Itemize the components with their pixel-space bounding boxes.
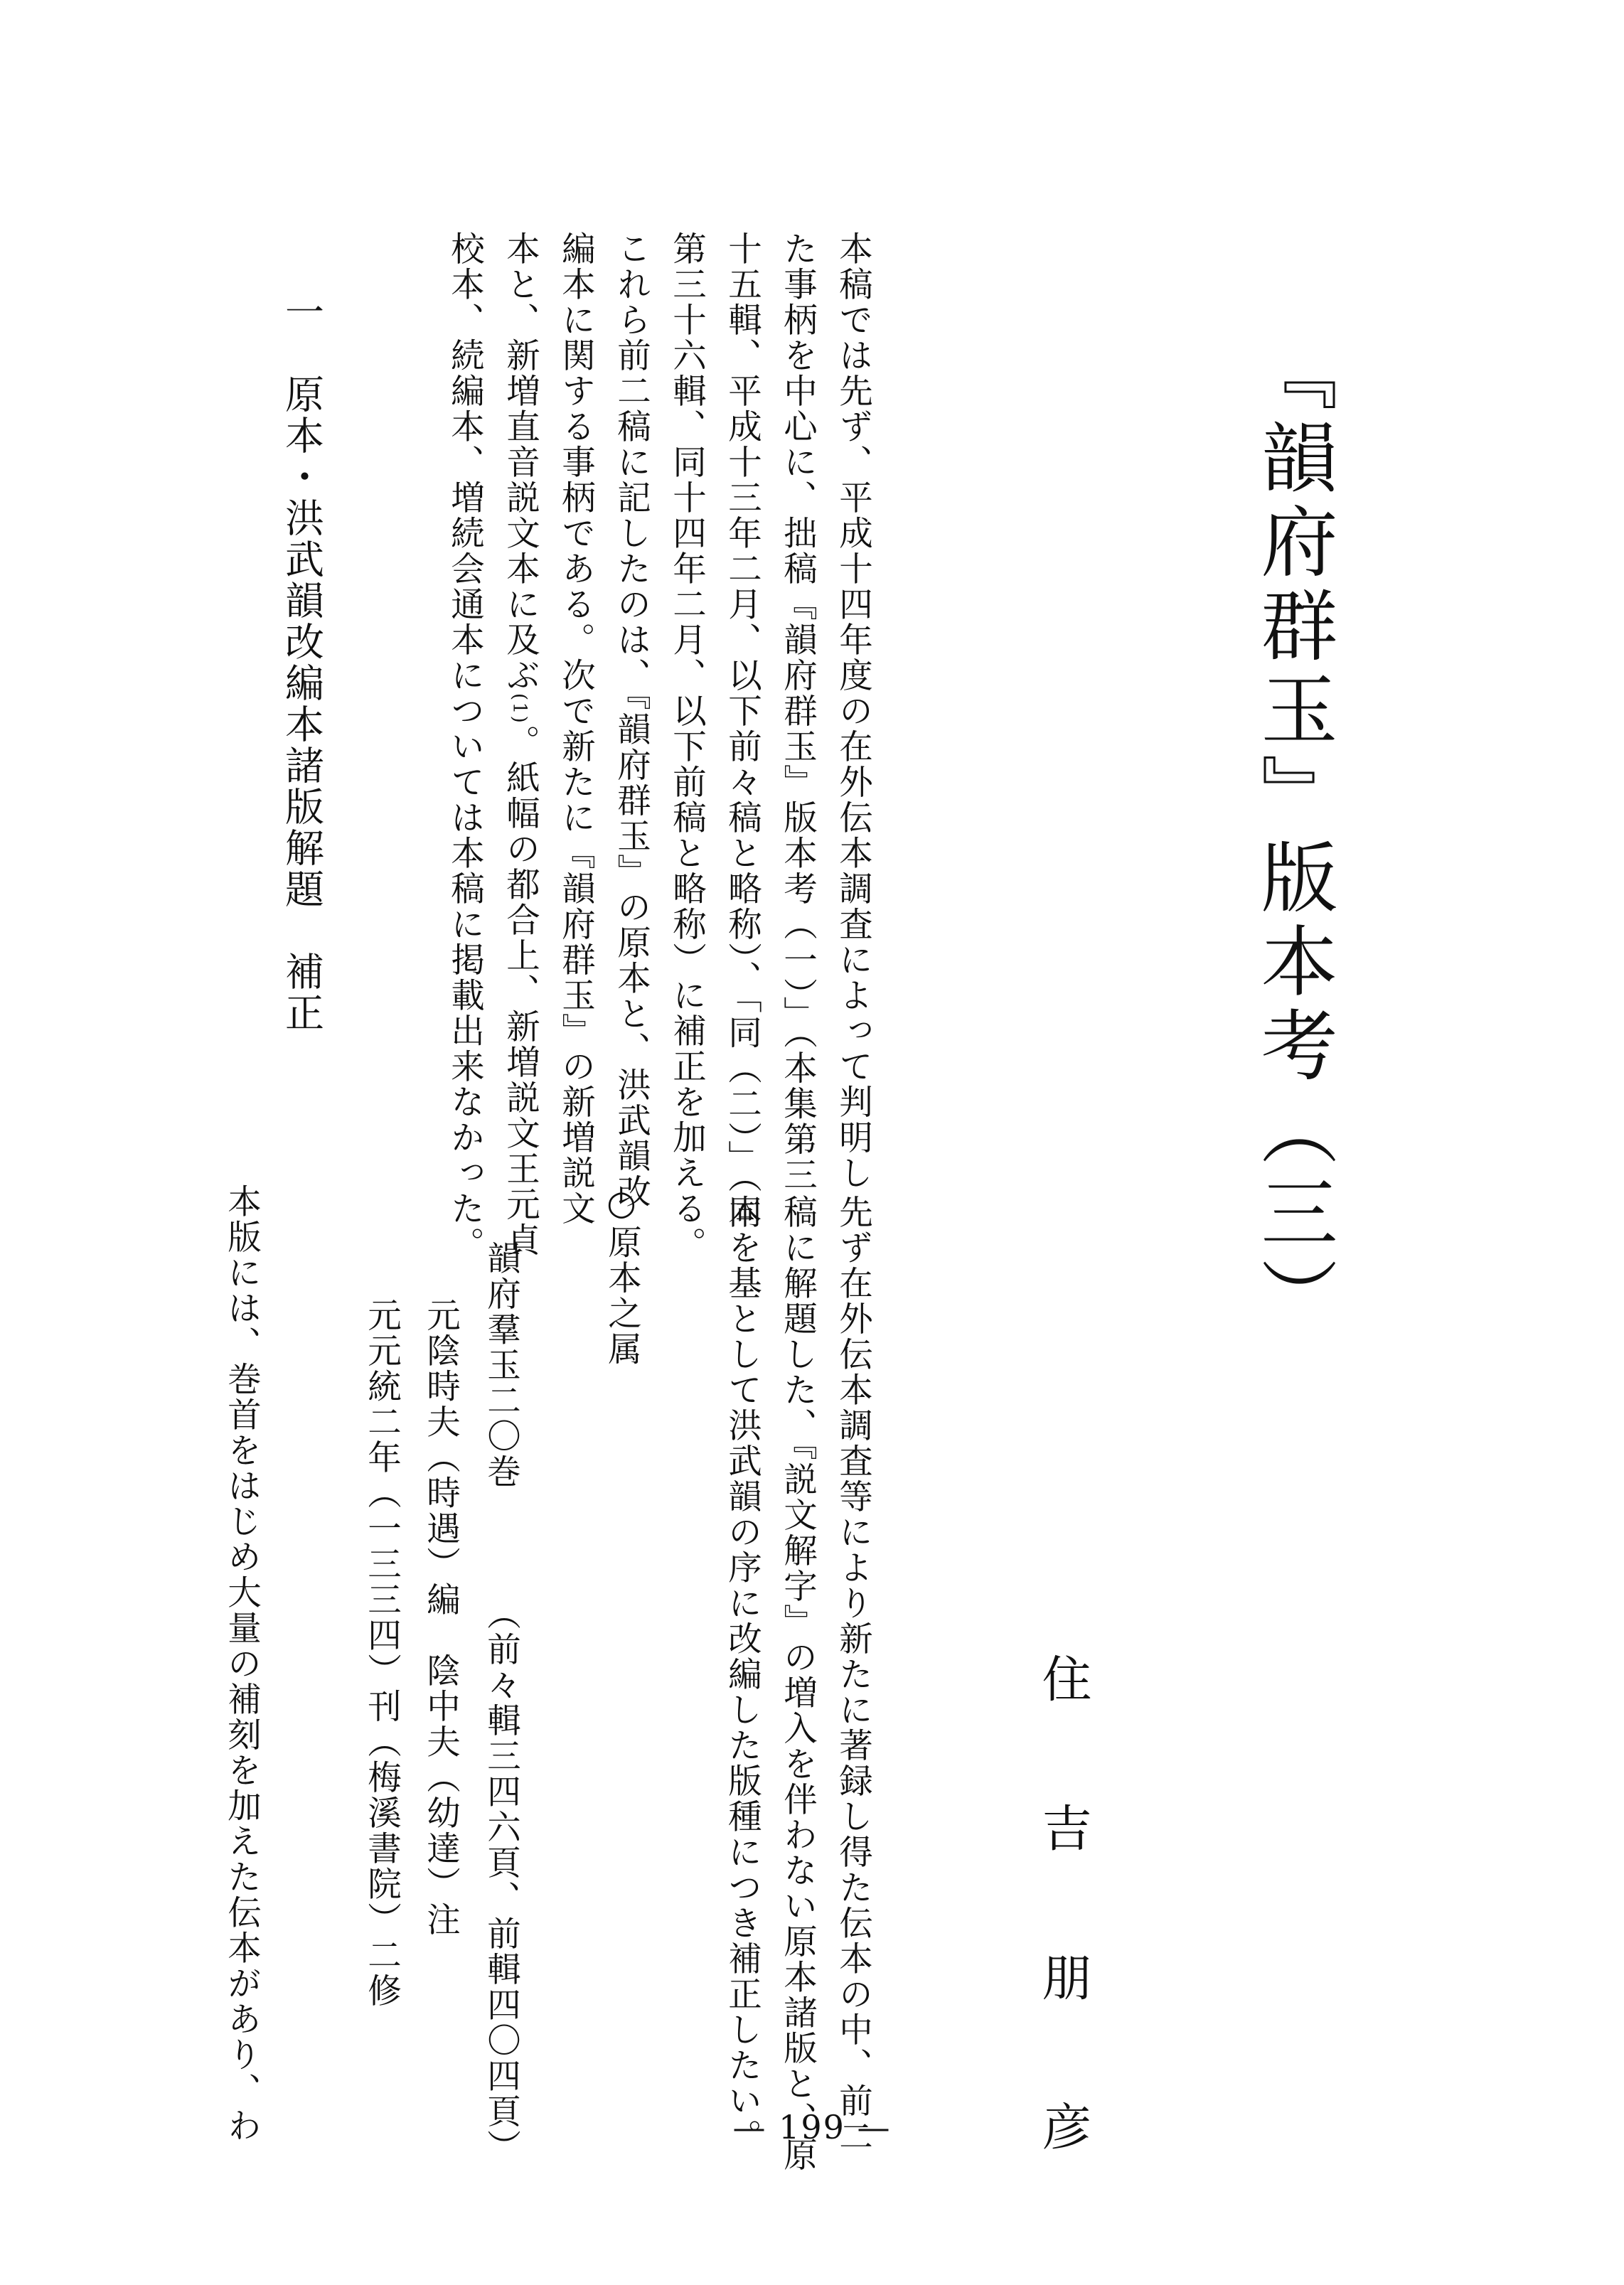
author-name: 住吉朋彦 — [1034, 1653, 1092, 2250]
page-number: — 199 — — [732, 2108, 892, 2146]
final-line: 本版には、巻首をはじめ大量の補刻を加えた伝本があり、わ — [221, 1184, 261, 2144]
intro-line-3: 十五輯、平成十三年二月、以下前々稿と略称）、「同（二）」（同 — [722, 231, 762, 1230]
footnote-mark: (1) — [508, 693, 530, 725]
intro-line-7-text: 本と、新増直音説文本に及ぶ — [500, 231, 540, 693]
entry-title: 韻府羣玉二〇巻 — [481, 1241, 520, 1489]
entry-author: 元陰時夫（時遇）編 陰中夫（幼達）注 — [420, 1297, 460, 1937]
intro-line-2: た事柄を中心に、拙稿『韻府群玉』版本考（一）」（本集第三 — [777, 231, 817, 1193]
intro-line-7 — [500, 231, 540, 1258]
intro-line-7-continued: 。紙幅の都合上、新増説文王元貞 — [500, 724, 540, 1258]
intro-line-4: 第三十六輯、同十四年二月、以下前稿と略称）に補正を加える。 — [666, 231, 706, 1262]
intro-line-1: 本稿では先ず、平成十四年度の在外伝本調査によって判明し — [833, 231, 872, 1191]
subheading-genpon: ○原本之属 — [602, 1184, 641, 1367]
intro-line-8: 校本、続編本、増続会通本については本稿に掲載出来なかった。 — [444, 231, 484, 1262]
section-heading: 一 原本・洪武韻改編本諸版解題 補正 — [279, 291, 324, 1034]
entry-reference: （前々輯三四六頁、前輯四〇四頁） — [481, 1596, 520, 2165]
lower-paragraph-line-3: 本を基として洪武韻の序に改編した版種につき補正したい。 — [722, 1194, 762, 2154]
lower-paragraph-line-2: 稿に解題した、『説文解字』の増入を伴わない原本諸版と、原 — [777, 1194, 817, 2173]
intro-line-6: 編本に関する事柄である。次で新たに『韻府群玉』の新増説文 — [555, 231, 595, 1226]
page-title: 『韻府群玉』版本考（三） — [1248, 334, 1337, 1341]
entry-edition: 元元統二年（一三三四）刊（梅溪書院）二修 — [361, 1297, 401, 2008]
lower-paragraph-line-1: 先ず在外伝本調査等により新たに著録し得た伝本の中、前二 — [833, 1194, 872, 2154]
intro-line-5: これら前二稿に記したのは、『韻府群玉』の原本と、洪武韻改 — [611, 231, 651, 1210]
